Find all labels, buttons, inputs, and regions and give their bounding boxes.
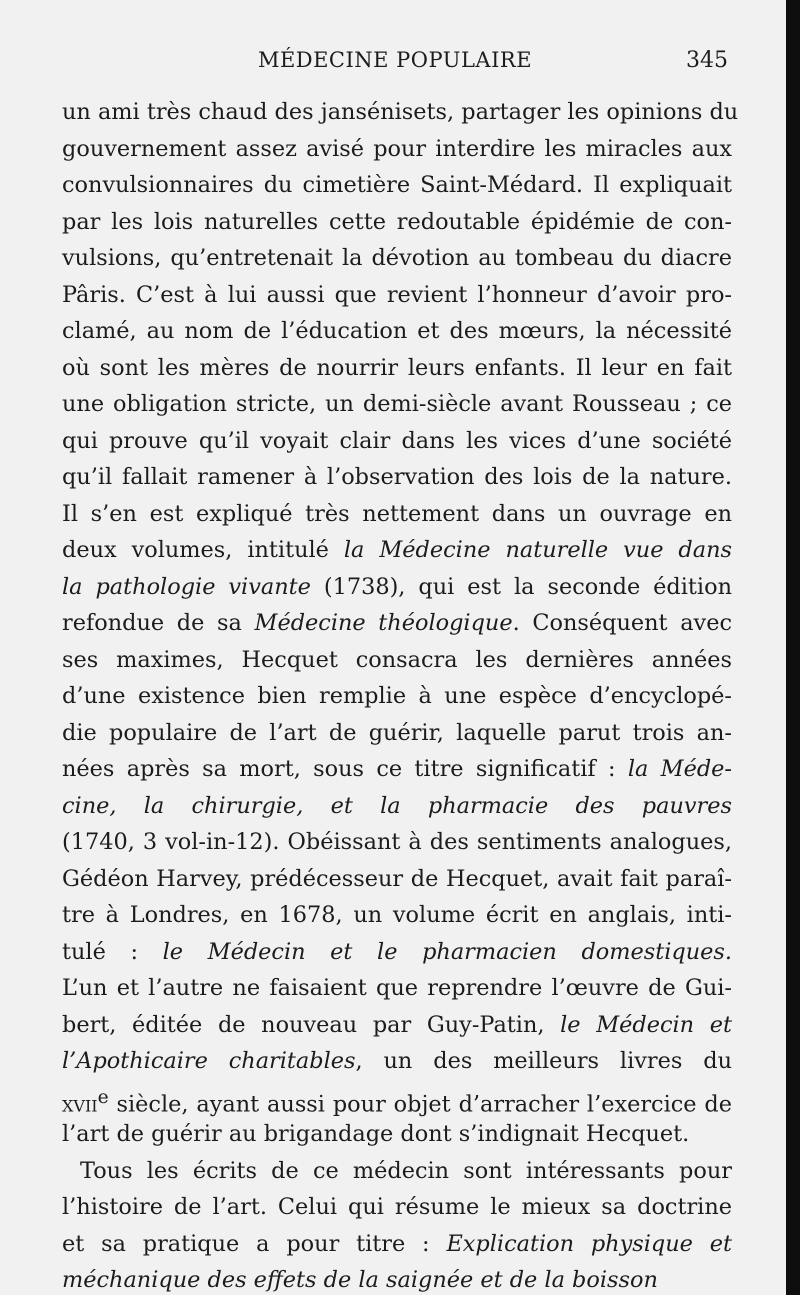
text-line [62, 1226, 732, 1263]
text-segment: bert, éditée de nouveau par Guy-Patin, [62, 1011, 561, 1038]
text-line [62, 1007, 732, 1044]
text-line [62, 861, 732, 898]
text-segment: e [97, 1086, 109, 1108]
text-segment: gouvernement assez avisé pour interdire les miracles aux [62, 135, 732, 162]
text-segment: Tous les écrits de ce médecin sont intéressants pour [80, 1157, 732, 1184]
text-segment: par les lois naturelles cette redoutable épidémie de con- [62, 208, 732, 235]
body-text [62, 94, 739, 1299]
text-line [62, 751, 732, 788]
text-line [62, 897, 732, 934]
text-segment: clamé, au nom de l’éducation et des mœurs, la nécessité [62, 318, 732, 344]
text-line [62, 1116, 732, 1153]
text-line [62, 532, 732, 569]
text-segment: Gédéon Harvey, prédécesseur de Hecquet, avait fait paraî- [62, 865, 732, 892]
text-segment: , un des meilleurs livres du [355, 1048, 732, 1074]
text-segment: un ami très chaud des jansénisets, partager les opinions du [62, 99, 739, 125]
italic-text-segment: cine, la chirurgie, et la pharmacie des pauvres [62, 792, 732, 819]
text-segment: siècle, ayant aussi pour objet d’arracher l’exercice de [108, 1090, 732, 1117]
text-line [62, 970, 732, 1007]
text-line [62, 496, 732, 533]
text-segment: Pâris. C’est à lui aussi que revient l’honneur d’avoir pro- [62, 281, 732, 308]
text-segment: une obligation stricte, un demi-siècle avant Rousseau ; ce [62, 391, 732, 417]
text-segment: ses maximes, Hecquet consacra les dernières années [62, 646, 732, 673]
italic-text-segment: la Méde- [627, 756, 732, 782]
text-line [62, 423, 732, 460]
text-line [62, 350, 732, 387]
text-segment: l’histoire de l’art. Celui qui résume le mieux sa doctrine [62, 1194, 732, 1220]
text-segment: (1740, 3 vol-in-12). Obéissant à des sentiments analogues, [62, 829, 732, 855]
text-segment: deux volumes, intitulé [62, 537, 344, 563]
page-header [62, 48, 728, 84]
text-line [62, 1189, 732, 1226]
italic-text-segment: le Médecin et [560, 1011, 732, 1038]
italic-text-segment: méchanique des effets de la saignée et de la boisson [62, 1267, 658, 1293]
text-segment: et sa pratique a pour titre : [62, 1230, 447, 1257]
text-segment: qu’il fallait ramener à l’observation des lois de la nature. [62, 464, 732, 490]
text-line [62, 94, 739, 131]
text-line [62, 459, 732, 496]
text-line [62, 1043, 732, 1080]
text-line [62, 715, 732, 752]
text-segment: tulé : [62, 938, 163, 965]
text-segment: . Conséquent avec [512, 610, 732, 636]
text-segment: xvii [62, 1090, 98, 1117]
text-line [62, 167, 732, 204]
text-segment: Il s’en est expliqué très nettement dans un ouvrage en [62, 500, 732, 527]
italic-text-segment: la pathologie vivante [62, 573, 311, 600]
italic-text-segment: Explication physique et [446, 1230, 732, 1257]
text-segment: nées après sa mort, sous ce titre significatif : [62, 756, 628, 782]
text-segment: vulsions, qu’entretenait la dévotion au tombeau du diacre [62, 245, 732, 271]
text-segment: qui prouve qu’il voyait clair dans les vices d’une société [62, 427, 732, 454]
text-line [62, 824, 732, 861]
text-line [62, 605, 732, 642]
text-line [62, 788, 732, 825]
italic-text-segment: l’Apothicaire charitables [62, 1048, 356, 1074]
text-line [62, 386, 732, 423]
running-title: MÉDECINE POPULAIRE [257, 48, 533, 72]
text-segment: où sont les mères de nourrir leurs enfants. Il leur en fait [62, 354, 732, 381]
text-segment: refondue de sa [62, 610, 255, 636]
italic-text-segment: le Médecin et le pharmacien domestiques. [162, 938, 733, 965]
text-segment: convulsionnaires du cimetière Saint-Médard. Il expliquait [62, 172, 732, 198]
text-line [62, 569, 732, 606]
text-line [62, 678, 732, 715]
text-line [62, 204, 732, 241]
text-segment: (1738), qui est la seconde édition [310, 573, 732, 600]
text-line [62, 1153, 732, 1190]
text-line [62, 934, 732, 971]
text-segment: tre à Londres, en 1678, un volume écrit en anglais, inti- [62, 902, 732, 928]
text-segment: l’art de guérir au brigandage dont s’indignait Hecquet. [62, 1121, 690, 1147]
text-line [62, 277, 732, 314]
text-line [62, 240, 732, 277]
text-line [62, 642, 732, 679]
page-number: 345 [686, 48, 728, 73]
text-segment: d’une existence bien remplie à une espèce d’encyclopé- [62, 683, 732, 709]
text-segment: L’un et l’autre ne faisaient que reprendre l’œuvre de Gui- [62, 975, 732, 1001]
text-segment: die populaire de l’art de guérir, laquelle parut trois an- [62, 719, 732, 746]
text-line [62, 131, 732, 168]
text-line [62, 1262, 732, 1299]
text-line [62, 1080, 732, 1117]
italic-text-segment: la Médecine naturelle vue dans [343, 537, 732, 563]
text-line [62, 313, 732, 350]
italic-text-segment: Médecine théologique [254, 610, 513, 636]
